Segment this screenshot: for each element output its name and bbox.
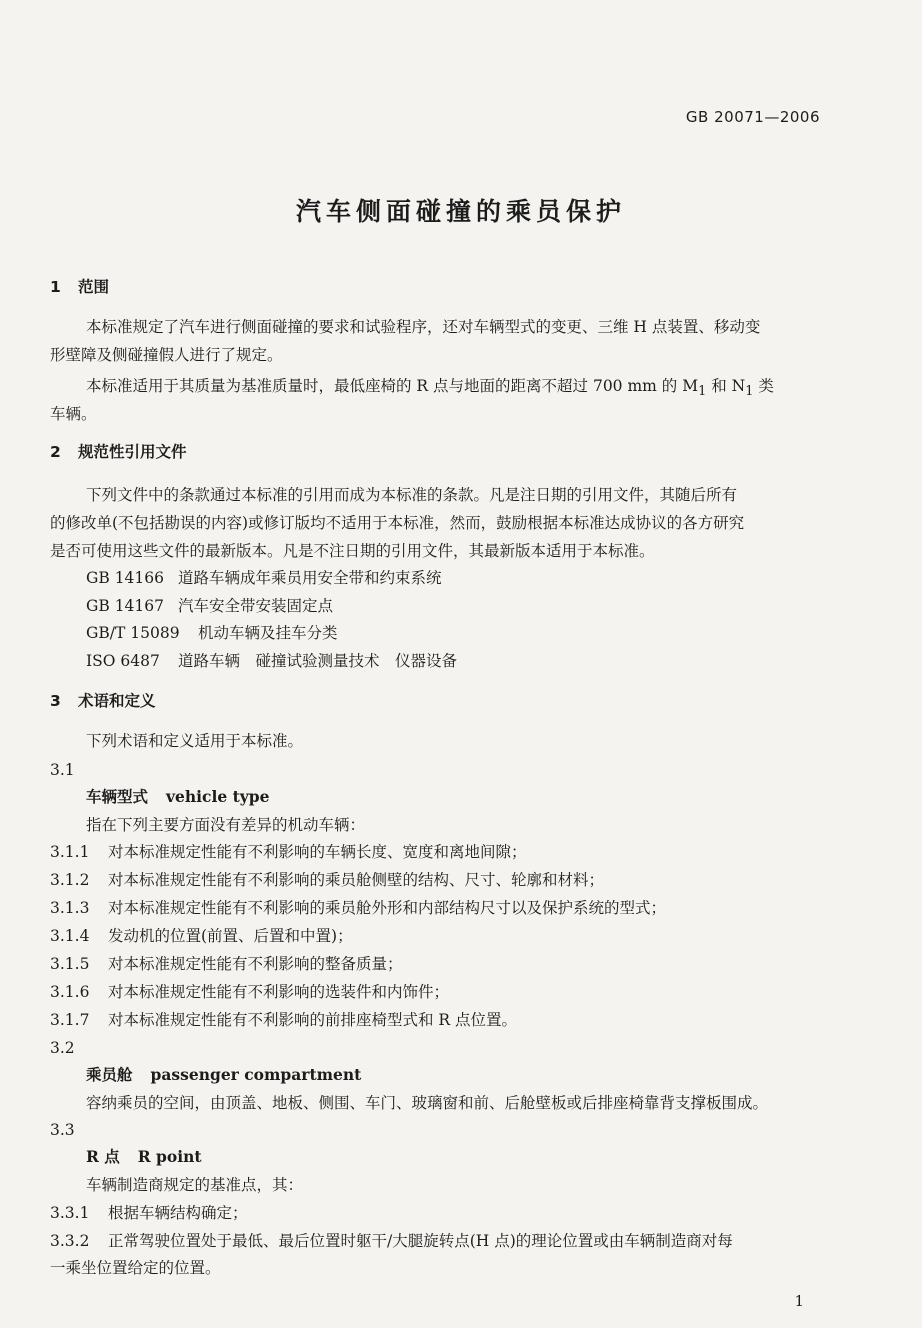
section-2-para-line2: 的修改单(不包括勘误的内容)或修订版均不适用于本标准，然而，鼓励根据本标准达成协议的各方研究: [50, 514, 745, 532]
reference-item: GB 14167 汽车安全带安装固定点: [86, 597, 334, 615]
section-1-para1-line2: 形壁障及侧碰撞假人进行了规定。: [50, 346, 283, 364]
section-2-para-line1: 下列文件中的条款通过本标准的引用而成为本标准的条款。凡是注日期的引用文件，其随后所有: [86, 486, 738, 504]
clause-item: 3.1.3 对本标准规定性能有不利影响的乘员舱外形和内部结构尺寸以及保护系统的型式；: [50, 899, 667, 917]
section-3-heading: 3 术语和定义: [50, 692, 156, 710]
clause-item: 3.1.5 对本标准规定性能有不利影响的整备质量；: [50, 955, 403, 973]
term-vehicle-type: 车辆型式 vehicle type: [86, 787, 270, 806]
page-number: 1: [794, 1292, 804, 1310]
section-1-heading: 1 范围: [50, 278, 110, 296]
section-1-para1-line1: 本标准规定了汽车进行侧面碰撞的要求和试验程序，还对车辆型式的变更、三维 H 点装置、移动变: [86, 318, 761, 336]
clause-3-2-number: 3.2: [50, 1039, 75, 1057]
clause-continuation: 一乘坐位置给定的位置。: [50, 1259, 221, 1277]
term-passenger-compartment: 乘员舱 passenger compartment: [86, 1065, 362, 1084]
section-1-para2-line1: 本标准适用于其质量为基准质量时，最低座椅的 R 点与地面的距离不超过 700 mm 的 $M_1$ 和 $N_1$ 类: [86, 377, 774, 400]
section-2-heading: 2 规范性引用文件: [50, 443, 187, 461]
definition-passenger-compartment: 容纳乘员的空间，由顶盖、地板、侧围、车门、玻璃窗和前、后舱壁板或后排座椅靠背支撑板围成。: [86, 1094, 769, 1112]
clause-item: 3.1.6 对本标准规定性能有不利影响的选装件和内饰件；: [50, 983, 450, 1001]
clause-item: 3.1.4 发动机的位置(前置、后置和中置)；: [50, 927, 353, 945]
term-r-point: R 点 R point: [86, 1147, 202, 1166]
definition-r-point: 车辆制造商规定的基准点，其：: [86, 1176, 304, 1194]
document-title: 汽车侧面碰撞的乘员保护: [295, 197, 626, 226]
clause-item: 3.3.2 正常驾驶位置处于最低、最后位置时躯干/大腿旋转点(H 点)的理论位置或由车辆制造商对每: [50, 1232, 733, 1250]
clause-item: 3.3.1 根据车辆结构确定；: [50, 1204, 248, 1222]
clause-3-3-number: 3.3: [50, 1121, 75, 1139]
section-3-intro: 下列术语和定义适用于本标准。: [86, 732, 304, 750]
standard-id: GB 20071—2006: [685, 108, 820, 126]
definition-vehicle-type: 指在下列主要方面没有差异的机动车辆：: [86, 816, 366, 834]
clause-3-1-number: 3.1: [50, 761, 75, 779]
section-2-para-line3: 是否可使用这些文件的最新版本。凡是不注日期的引用文件，其最新版本适用于本标准。: [50, 542, 655, 560]
clause-item: 3.1.7 对本标准规定性能有不利影响的前排座椅型式和 R 点位置。: [50, 1011, 518, 1029]
reference-item: ISO 6487 道路车辆 碰撞试验测量技术 仪器设备: [86, 652, 458, 670]
section-1-para2-line2: 车辆。: [50, 405, 97, 423]
reference-item: GB/T 15089 机动车辆及挂车分类: [86, 624, 338, 642]
reference-item: GB 14166 道路车辆成年乘员用安全带和约束系统: [86, 569, 442, 587]
clause-item: 3.1.1 对本标准规定性能有不利影响的车辆长度、宽度和离地间隙；: [50, 843, 527, 861]
clause-item: 3.1.2 对本标准规定性能有不利影响的乘员舱侧壁的结构、尺寸、轮廓和材料；: [50, 871, 605, 889]
